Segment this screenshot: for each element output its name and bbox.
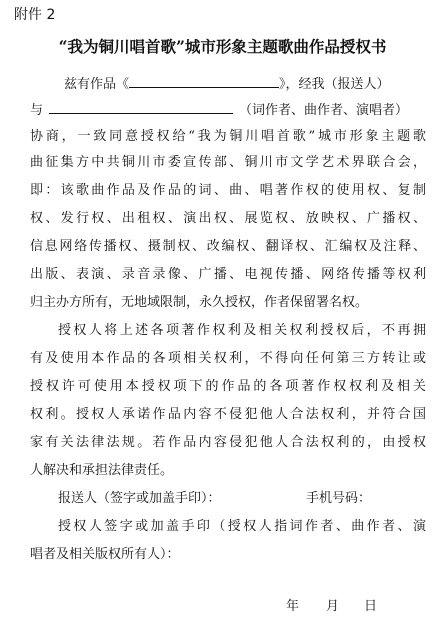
authorizer-signature-label: 授权人签字或加盖手印（授权人指词作者、曲作者、演 [58,519,426,534]
roles-text: （词作者、曲作者、演唱者） [239,103,409,118]
paragraph-line: 授权许可使用本授权项下的作品的各项著作权权利及相关 [30,379,426,394]
authorizer-signature-label-2: 唱者及相关版权所有人）： [30,547,180,562]
paragraph-line: 人解决和承担法律责任。 [30,463,174,478]
paragraph-line: 授权人将上述各项著作权利及相关权利授权后，不再拥 [58,323,426,338]
paragraph-line: 即：该歌曲作品及作品的词、曲、唱著作权的使用权、复制 [30,183,426,198]
paragraph-line: 信息网络传播权、摄制权、改编权、翻译权、汇编权及注释、 [30,239,426,254]
date-day-label: 日 [364,599,378,614]
reporter-signature-label: 报送人（签字或加盖手印）： [58,491,221,506]
paragraph-line [64,74,424,94]
date-month-label: 月 [326,599,340,614]
author-name-blank[interactable] [49,100,233,114]
phone-number-label: 手机号码： [306,491,372,506]
with-text: 与 [30,103,44,118]
page-title: “我为铜川唱首歌”城市形象主题歌曲作品授权书 [58,37,387,56]
paragraph-line: 曲征集方中共铜川市委宣传部、铜川市文学艺术界联合会， [30,155,426,170]
paragraph-line [30,100,430,120]
paragraph-line: 有及使用本作品的各项相关权利，不得向任何第三方转让或 [30,351,426,366]
work-title-blank[interactable] [129,74,279,88]
paragraph-line: 出版、表演、录音录像、广播、电视传播、网络传播等权利 [30,267,426,282]
paragraph-line: 权利。授权人承诺作品内容不侵犯他人合法权利，并符合国 [30,407,426,422]
paragraph-line: 协商，一致同意授权给“我为铜川唱首歌”城市形象主题歌 [30,129,426,144]
paragraph-line: 家有关法律法规。若作品内容侵犯他人合法权利的，由授权 [30,435,426,450]
work-intro-text: 兹有作品《 [64,77,130,92]
attachment-label: 附件 2 [14,7,56,23]
paragraph-line: 归主办方所有，无地域限制，永久授权，作者保留署名权。 [30,295,369,310]
date-year-label: 年 [286,599,300,614]
work-intro-text-2: 》，经我（报送人） [279,77,390,92]
paragraph-line: 权、发行权、出租权、演出权、展览权、放映权、广播权、 [30,211,426,226]
